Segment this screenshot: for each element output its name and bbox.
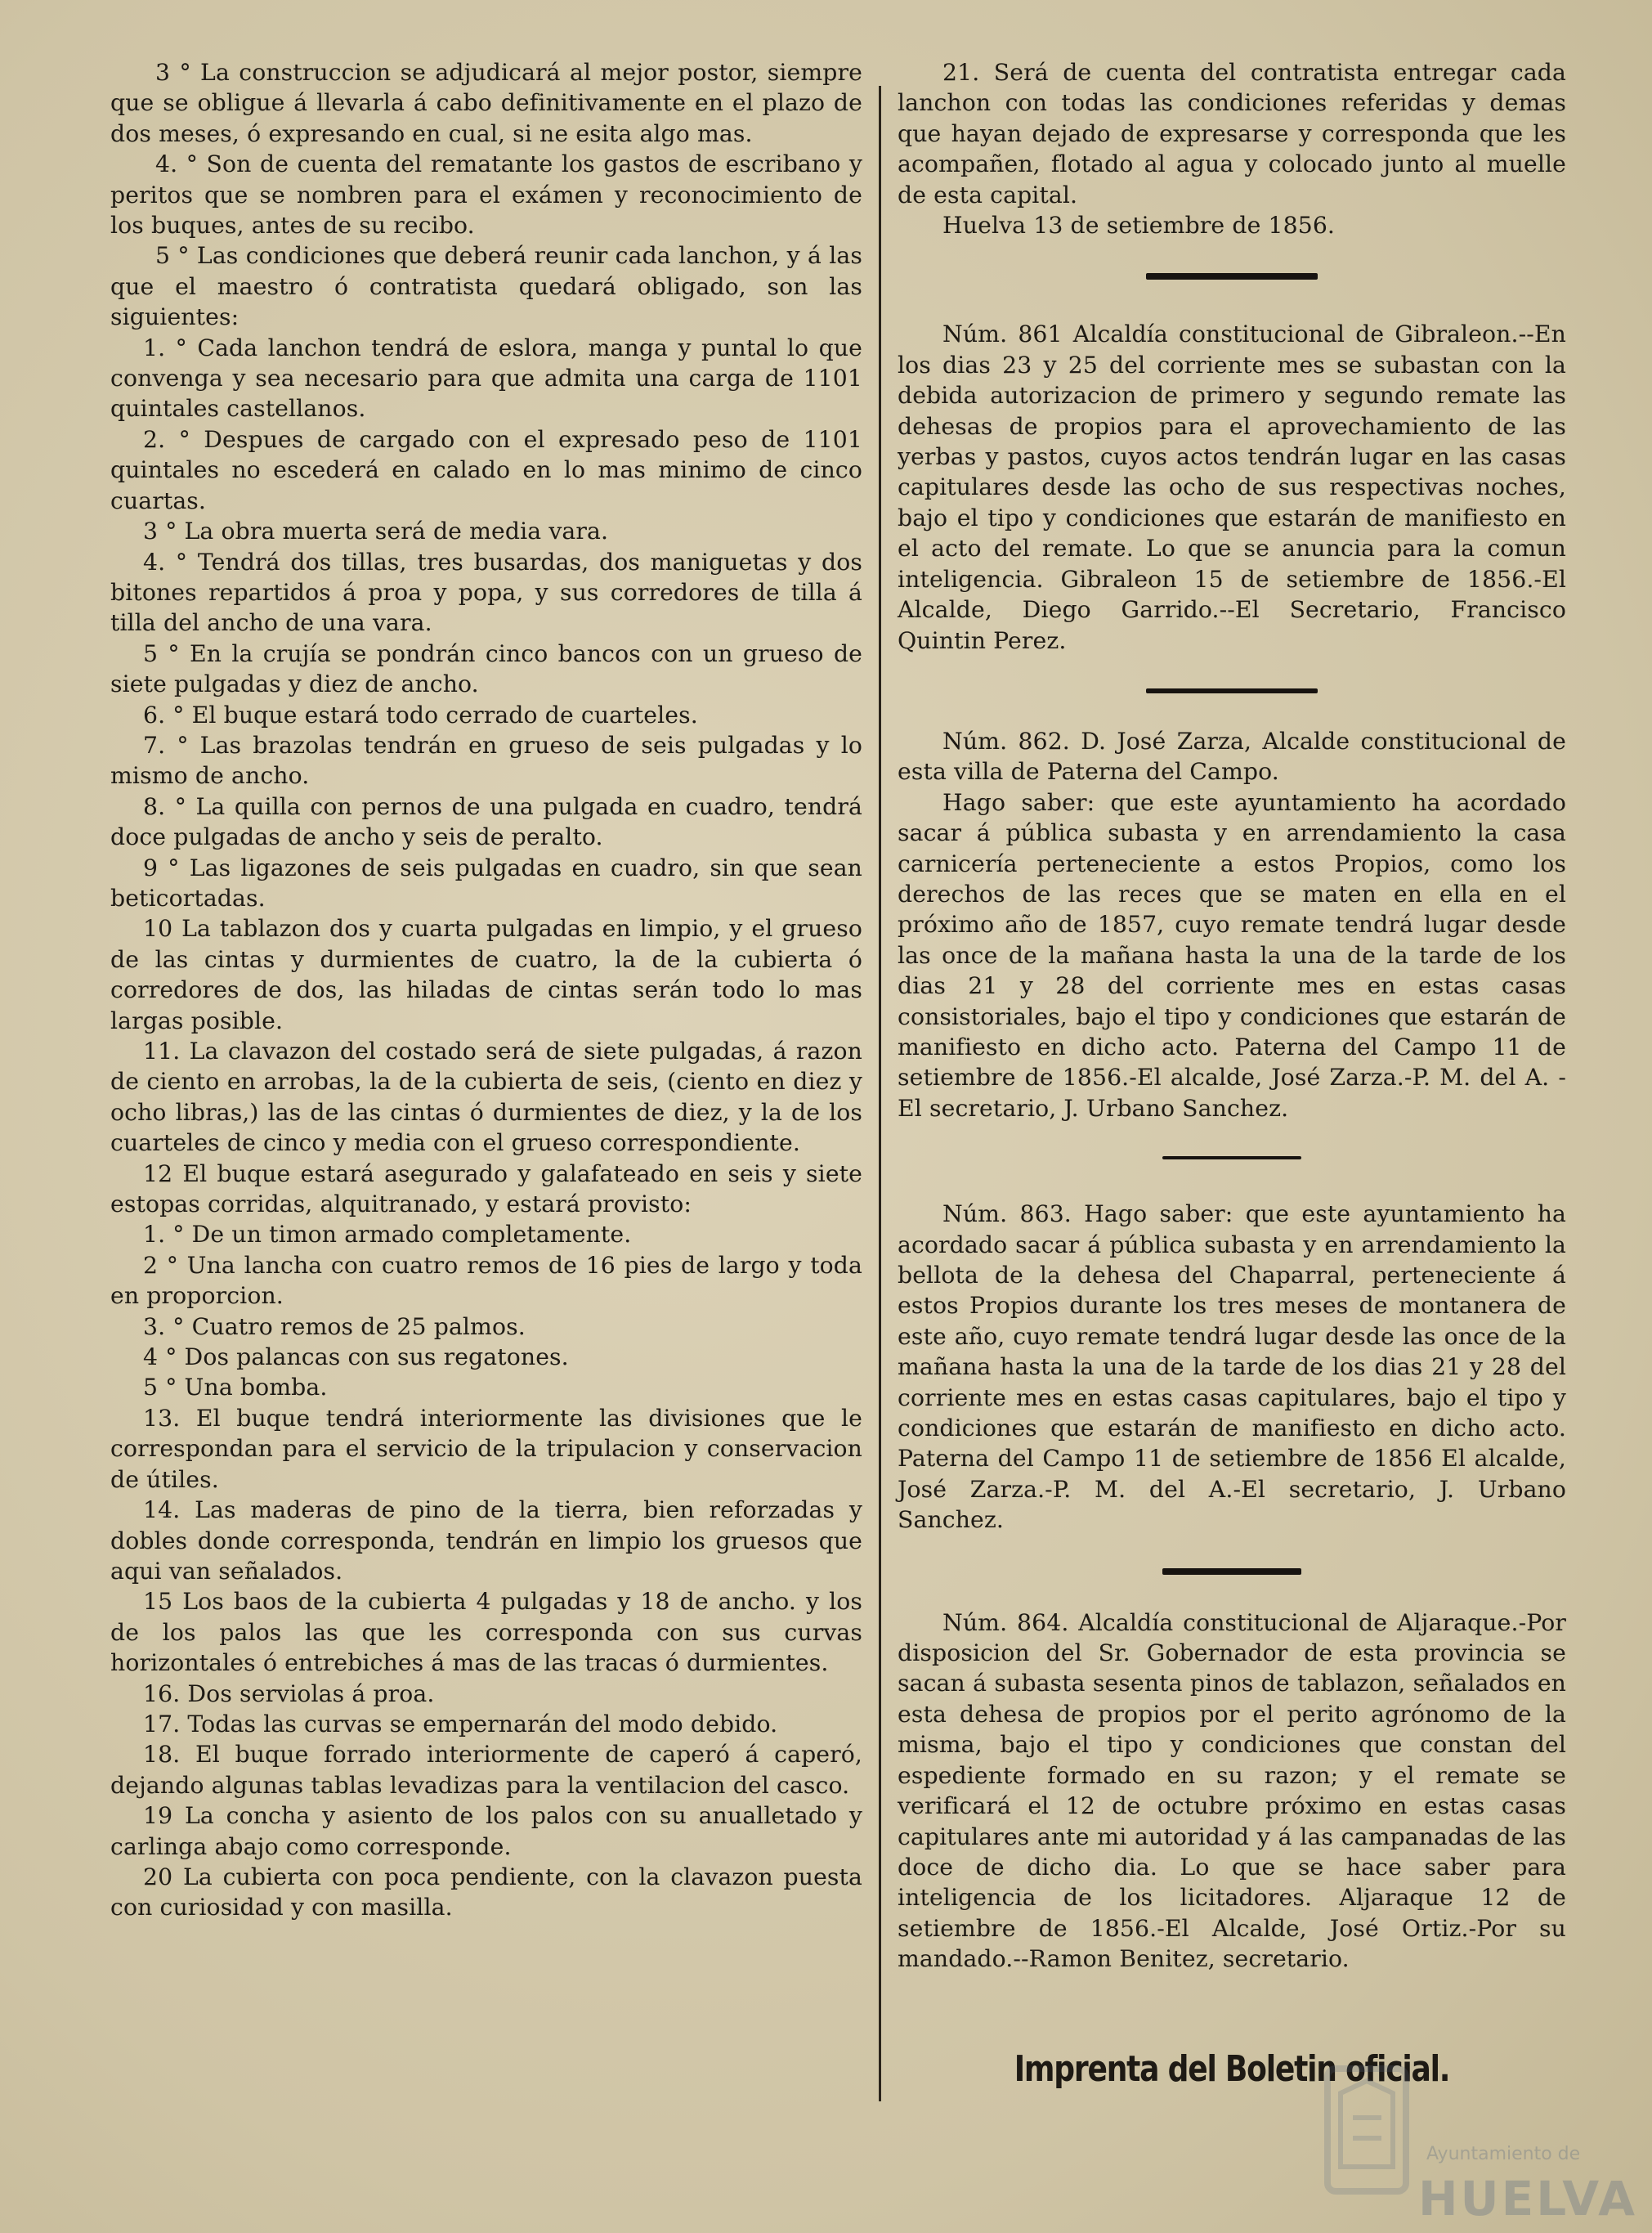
provision-4: 4 ° Dos palancas con sus regatones. bbox=[143, 1343, 569, 1371]
clause-2: 2. ° Despues de cargado con el expresado peso de 1101 quintales no escederá en calado en lo mas minimo de cinco cuartas. bbox=[110, 425, 862, 514]
clause-7: 7. ° Las brazolas tendrán en grueso de seis pulgadas y lo mismo de ancho. bbox=[110, 731, 862, 790]
condition-4: 4. ° Son de cuenta del rematante los gastos de escribano y peritos que se nombren para el exámen y reconocimiento de los buques, antes de su recibo. bbox=[110, 150, 862, 240]
column-divider bbox=[879, 86, 881, 2101]
clause-13: 13. El buque tendrá interiormente las divisiones que le correspondan para el servicio de la tripulacion y conservacion de útiles. bbox=[110, 1404, 862, 1493]
notice-862-heading: Núm. 862. D. José Zarza, Alcalde constitucional de esta villa de Paterna del Campo. bbox=[898, 727, 1566, 786]
clause-11: 11. La clavazon del costado será de siete pulgadas, á razon de ciento en arrobas, la de la cubierta de seis, (ciento en diez y ocho libras,) las de las cintas ó durmientes de diez, y la de los cuarteles de cinco y media con el grueso correspondiente. bbox=[110, 1038, 862, 1157]
clause-6: 6. ° El buque estará todo cerrado de cuarteles. bbox=[143, 701, 698, 729]
provision-2: 2 ° Una lancha con cuatro remos de 16 pies de largo y toda en proporcion. bbox=[110, 1251, 862, 1310]
provision-3: 3. ° Cuatro remos de 25 palmos. bbox=[143, 1312, 526, 1340]
provision-5: 5 ° Una bomba. bbox=[143, 1374, 328, 1401]
imprenta-footer: Imprenta del Boletin oficial. bbox=[1014, 2047, 1450, 2090]
clause-3: 3 ° La obra muerta será de media vara. bbox=[143, 518, 609, 545]
notice-861: Núm. 861 Alcaldía constitucional de Gibraleon.--En los dias 23 y 25 del corriente mes se subastan con la debida autorizacion de primero y segundo remate las dehesas de propios para el aprovechamiento de las yerbas y pastos, cuyos actos tendrán lugar en las casas capitulares desde las ocho de sus respectivas noches, bajo el tipo y condiciones que estarán de manifiesto en el acto del remate. Lo que se anuncia para la comun inteligencia. Gibraleon 15 de setiembre de 1856.-El Alcalde, Diego Garrido.--El Secretario, Francisco Quintin Perez. bbox=[898, 321, 1566, 654]
huelva-date: Huelva 13 de setiembre de 1856. bbox=[942, 212, 1336, 240]
clause-9: 9 ° Las ligazones de seis pulgadas en cuadro, sin que sean beticortadas. bbox=[110, 854, 862, 912]
clause-15: 15 Los baos de la cubierta 4 pulgadas y 18 de ancho. y los de los palos las que les corresponda con sus curvas horizontales ó entrebiches á mas de las tracas ó durmientes. bbox=[110, 1588, 862, 1677]
condition-3: 3 ° La construccion se adjudicará al mejor postor, siempre que se obligue á llevarla á cabo definitivamente en el plazo de dos meses, ó expresando en cual, si ne esita algo mas. bbox=[110, 59, 862, 147]
section-separator bbox=[1146, 273, 1318, 280]
clause-14: 14. Las maderas de pino de la tierra, bien reforzadas y dobles donde corresponda, tendrán en limpio los gruesos que aqui van señalados. bbox=[110, 1496, 862, 1585]
left-column bbox=[110, 57, 862, 1923]
clause-20: 20 La cubierta con poca pendiente, con la clavazon puesta con curiosidad y con masilla. bbox=[110, 1863, 862, 1921]
condition-5: 5 ° Las condiciones que deberá reunir cada lanchon, y á las que el maestro ó contratista quedará obligado, son las siguientes: bbox=[110, 242, 862, 331]
clause-16: 16. Dos serviolas á proa. bbox=[143, 1679, 435, 1707]
provision-1: 1. ° De un timon armado completamente. bbox=[143, 1221, 632, 1249]
clause-17: 17. Todas las curvas se empernarán del modo debido. bbox=[143, 1710, 778, 1738]
clause-12: 12 El buque estará asegurado y galafateado en seis y siete estopas corridas, alquitranado, y estará provisto: bbox=[110, 1159, 862, 1218]
clause-4: 4. ° Tendrá dos tillas, tres busardas, dos maniguetas y dos bitones repartidos á proa y popa, y sus corredores de tilla á tilla del ancho de una vara. bbox=[110, 548, 862, 637]
watermark-subtitle: Ayuntamiento de bbox=[1426, 2144, 1581, 2164]
clause-5: 5 ° En la crujía se pondrán cinco bancos con un grueso de siete pulgadas y diez de ancho. bbox=[110, 639, 862, 698]
watermark-word: HUELVA bbox=[1418, 2171, 1638, 2226]
notice-862-body: Hago saber: que este ayuntamiento ha acordado sacar á pública subasta y en arrendamiento la casa carnicería perteneciente a estos Propios, como los derechos de las reces que se maten en ella en el próximo año de 1857, cuyo remate tendrá lugar desde las once de la mañana hasta la una de la tarde de los dias 21 y 28 del corriente mes en estas casas consistoriales, bajo el tipo y condiciones que estarán de manifiesto en dicho acto. Paterna del Campo 11 de setiembre de 1856.-El alcalde, José Zarza.-P. M. del A. -El secretario, J. Urbano Sanchez. bbox=[898, 788, 1566, 1122]
clause-18: 18. El buque forrado interiormente de caperó á caperó, dejando algunas tablas levadizas para la ventilacion del casco. bbox=[110, 1741, 862, 1799]
section-separator bbox=[1162, 1568, 1301, 1575]
clause-1: 1. ° Cada lanchon tendrá de eslora, manga y puntal lo que convenga y sea necesario para que admita una carga de 1101 quintales castellanos. bbox=[110, 334, 862, 423]
clause-10: 10 La tablazon dos y cuarta pulgadas en limpio, y el grueso de las cintas y durmientes de cuatro, la de la cubierta ó corredores de dos, las hiladas de cintas serán todo lo mas largas posible. bbox=[110, 915, 862, 1034]
clause-8: 8. ° La quilla con pernos de una pulgada en cuadro, tendrá doce pulgadas de ancho y seis de peralto. bbox=[110, 792, 862, 851]
right-column bbox=[898, 57, 1566, 2090]
notice-863: Núm. 863. Hago saber: que este ayuntamiento ha acordado sacar á pública subasta y en arrendamiento la bellota de la dehesa del Chaparral, perteneciente á estos Propios durante los tres meses de montanera de este año, cuyo remate tendrá lugar desde las once de la mañana hasta la una de la tarde de los dias 21 y 28 del corriente mes en estas casas capitulares, bajo el tipo y condiciones que estarán de manifiesto en dicho acto. Paterna del Campo 11 de setiembre de 1856 El alcalde, José Zarza.-P. M. del A.-El secretario, J. Urbano Sanchez. bbox=[898, 1200, 1566, 1534]
clause-21: 21. Será de cuenta del contratista entregar cada lanchon con todas las condiciones referidas y demas que hayan dejado de expresarse y corresponda que les acompañen, flotado al agua y colocado junto al muelle de esta capital. bbox=[898, 59, 1566, 209]
notice-864: Núm. 864. Alcaldía constitucional de Aljaraque.-Por disposicion del Sr. Gobernador de esta provincia se sacan á subasta sesenta pinos de tablazon, señalados en esta dehesa de propios por el perito agrónomo de la misma, bajo el tipo y condiciones que constan del espediente formado en su razon; y el remate se verificará el 12 de octubre próximo en estas casas capitulares ante mi autoridad y á las campanadas de las doce de dicho dia. Lo que se hace saber para inteligencia de los licitadores. Aljaraque 12 de setiembre de 1856.-El Alcalde, José Ortiz.-Por su mandado.--Ramon Benitez, secretario. bbox=[898, 1608, 1566, 1973]
clause-19: 19 La concha y asiento de los palos con su anualletado y carlinga abajo como corresponde. bbox=[110, 1802, 862, 1860]
